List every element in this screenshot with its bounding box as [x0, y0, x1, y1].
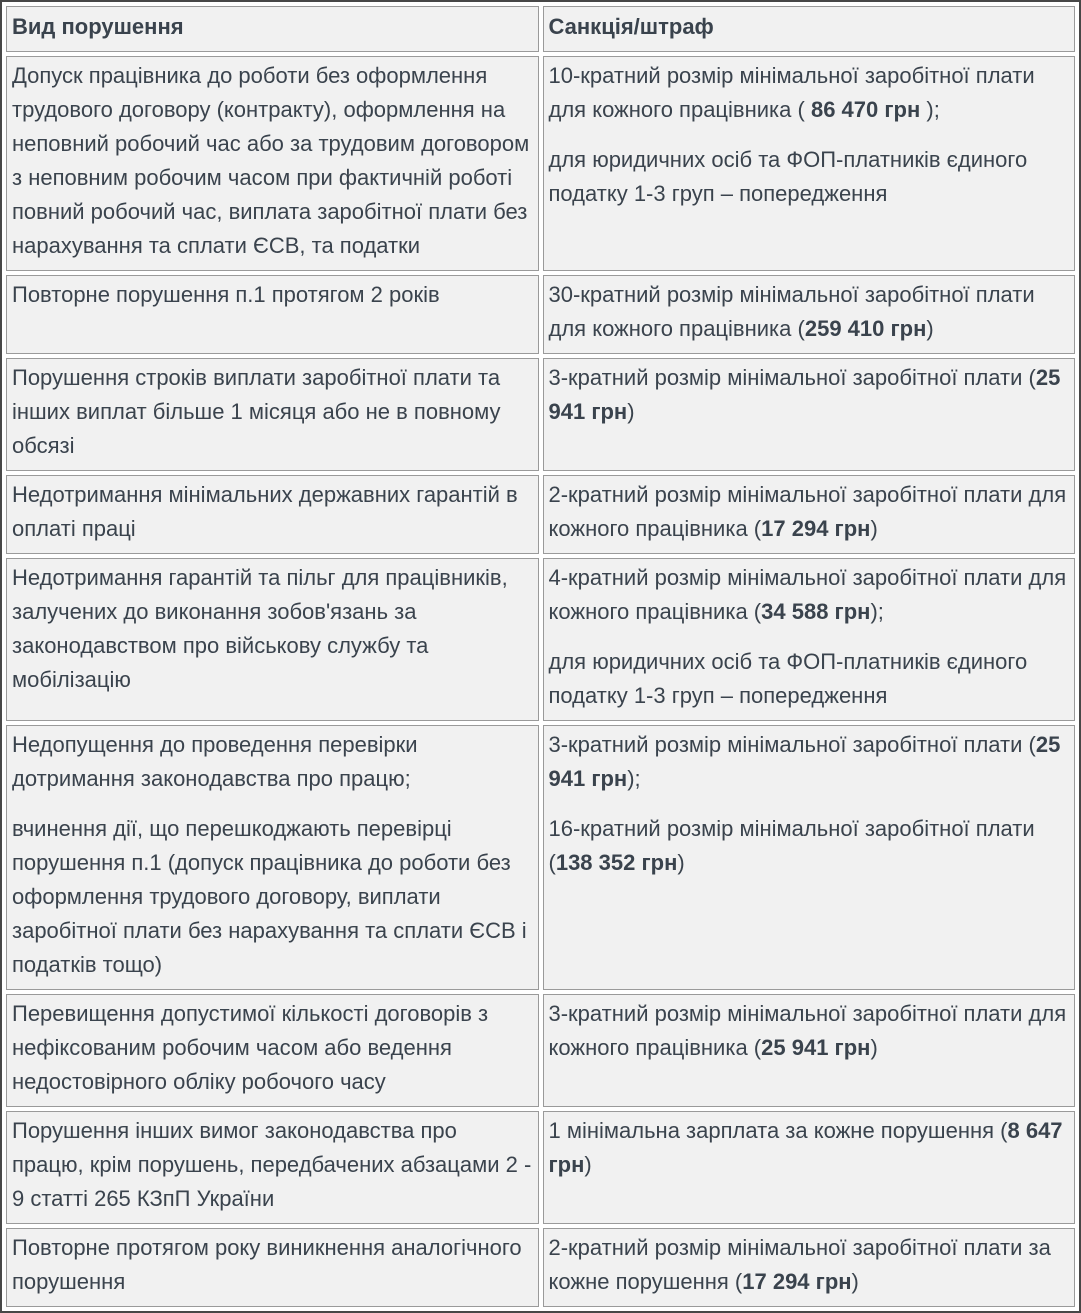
fine-amount: 17 294 грн — [761, 516, 871, 541]
sanction-paragraph: 2-кратний розмір мінімальної заробітної плати для кожного працівника (17 294 грн) — [548, 482, 1067, 541]
fine-amount: 86 470 грн — [810, 97, 921, 122]
table-row — [6, 358, 1075, 471]
fine-amount: 25 941 грн — [548, 365, 1061, 424]
violation-paragraph: Недотримання мінімальних державних гарантій в оплаті праці — [12, 482, 518, 541]
sanction-paragraph: 10-кратний розмір мінімальної заробітної плати для кожного працівника ( 86 470 грн ); — [548, 63, 1035, 122]
sanction-paragraph: 30-кратний розмір мінімальної заробітної плати для кожного працівника (259 410 грн) — [548, 282, 1035, 341]
violation-paragraph: Повторне протягом року виникнення аналогічного порушення — [12, 1235, 522, 1294]
violation-paragraph: Перевищення допустимої кількості договорів з нефіксованим робочим часом або ведення недостовірного обліку робочого часу — [12, 1001, 489, 1094]
table-body — [6, 56, 1075, 1307]
sanction-cell — [543, 725, 1076, 990]
sanction-cell — [543, 994, 1076, 1107]
fine-amount: 259 410 грн — [804, 316, 927, 341]
table-header-row — [6, 6, 1075, 52]
table-row — [6, 725, 1075, 990]
violation-cell — [6, 275, 539, 354]
fine-amount: 138 352 грн — [555, 850, 678, 875]
violation-cell — [6, 1228, 539, 1307]
sanction-paragraph: 4-кратний розмір мінімальної заробітної плати для кожного працівника (34 588 грн); — [548, 565, 1067, 624]
column-header-sanction-fine: Санкція/штраф — [543, 6, 1076, 52]
table-row — [6, 56, 1075, 271]
table-row — [6, 994, 1075, 1107]
table-row — [6, 1111, 1075, 1224]
violation-paragraph: Допуск працівника до роботи без оформлення трудового договору (контракту), оформлення на неповний робочий час або за трудовим договором з неповним робочим часом при фактичній роботі повний робочий час, виплата заробітної плати без нарахування та сплати ЄСВ, та податки — [12, 63, 530, 258]
violation-cell — [6, 475, 539, 554]
violation-paragraph: Недотримання гарантій та пільг для працівників, залучених до виконання зобов'язань за законодавством про військову службу та мобілізацію — [12, 565, 508, 692]
violation-paragraph: Порушення інших вимог законодавства про працю, крім порушень, передбачених абзацами 2 - 9 статті 265 КЗпП України — [12, 1118, 532, 1211]
violation-cell — [6, 725, 539, 990]
sanction-paragraph: 3-кратний розмір мінімальної заробітної плати (25 941 грн) — [548, 365, 1061, 424]
sanction-paragraph: для юридичних осіб та ФОП-платників єдиного податку 1-3 груп – попередження — [548, 649, 1028, 708]
fine-amount: 17 294 грн — [742, 1269, 852, 1294]
violation-cell — [6, 56, 539, 271]
table-row — [6, 275, 1075, 354]
violation-cell — [6, 1111, 539, 1224]
table-row — [6, 475, 1075, 554]
sanction-paragraph: 3-кратний розмір мінімальної заробітної плати (25 941 грн); — [548, 732, 1061, 791]
sanction-cell — [543, 475, 1076, 554]
sanction-paragraph: 3-кратний розмір мінімальної заробітної плати для кожного працівника (25 941 грн) — [548, 1001, 1067, 1060]
violation-paragraph: Порушення строків виплати заробітної плати та інших виплат більше 1 місяця або не в повному обсязі — [12, 365, 501, 458]
table-row — [6, 1228, 1075, 1307]
sanction-cell — [543, 358, 1076, 471]
fine-amount: 25 941 грн — [761, 1035, 871, 1060]
sanction-cell — [543, 1111, 1076, 1224]
sanction-paragraph: 1 мінімальна зарплата за кожне порушення (8 647 грн) — [548, 1118, 1063, 1177]
table-head — [6, 6, 1075, 52]
violation-cell — [6, 558, 539, 721]
fine-amount: 25 941 грн — [548, 732, 1061, 791]
violation-cell — [6, 358, 539, 471]
sanction-paragraph: 2-кратний розмір мінімальної заробітної плати за кожне порушення (17 294 грн) — [548, 1235, 1051, 1294]
table-row — [6, 558, 1075, 721]
violation-cell — [6, 994, 539, 1107]
sanction-paragraph: 16-кратний розмір мінімальної заробітної плати (138 352 грн) — [548, 816, 1035, 875]
sanction-paragraph: для юридичних осіб та ФОП-платників єдиного податку 1-3 груп – попередження — [548, 147, 1028, 206]
violation-paragraph: Недопущення до проведення перевірки дотримання законодавства про працю; — [12, 732, 418, 791]
violation-paragraph: Повторне порушення п.1 протягом 2 років — [12, 282, 440, 307]
fine-amount: 34 588 грн — [761, 599, 871, 624]
sanction-cell — [543, 56, 1076, 271]
sanction-cell — [543, 275, 1076, 354]
sanction-cell — [543, 558, 1076, 721]
column-header-violation-type: Вид порушення — [6, 6, 539, 52]
fine-amount: 8 647 грн — [548, 1118, 1063, 1177]
sanction-cell — [543, 1228, 1076, 1307]
violation-paragraph: вчинення дії, що перешкоджають перевірці порушення п.1 (допуск працівника до роботи без оформлення трудового договору, виплати заробітної плати без нарахування та сплати ЄСВ і податків тощо) — [12, 816, 527, 977]
